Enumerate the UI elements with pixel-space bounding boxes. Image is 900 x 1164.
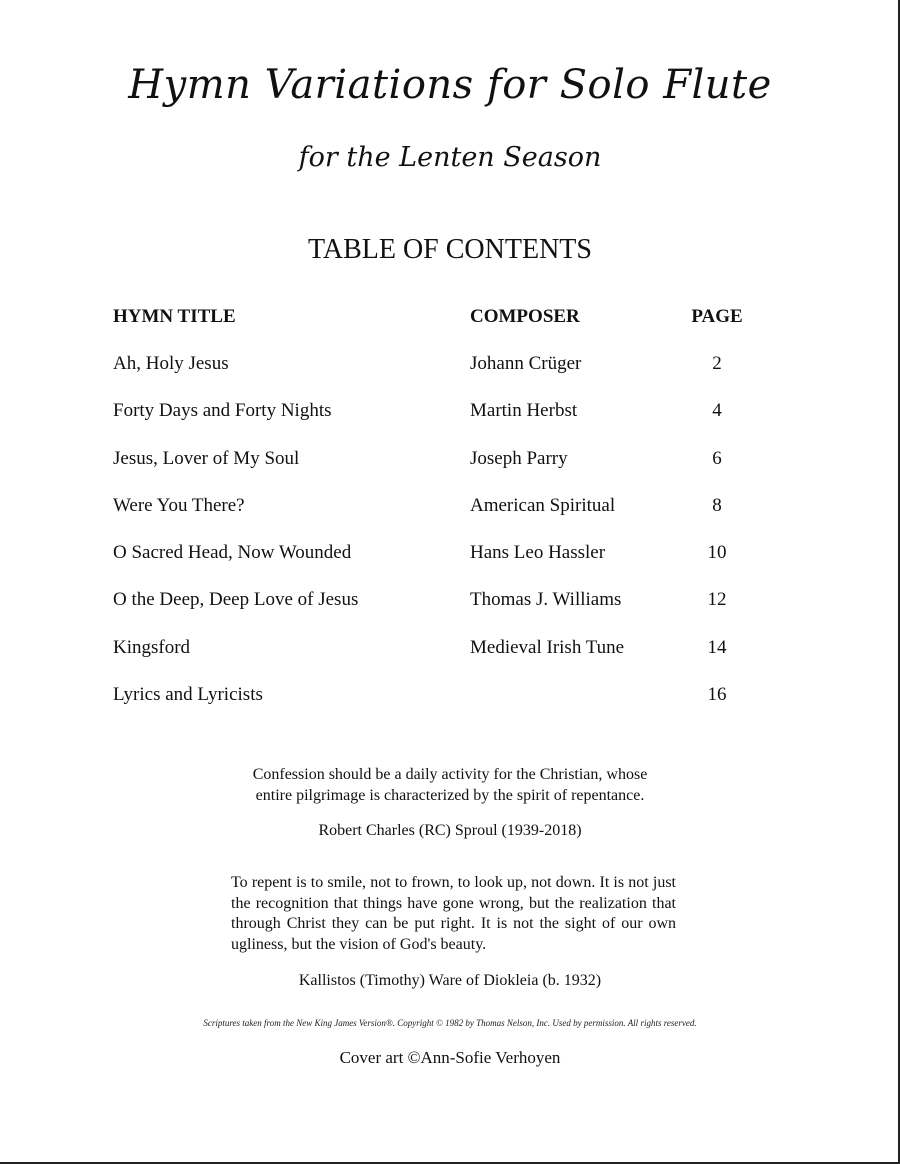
hymn-composer: Joseph Parry: [470, 447, 568, 469]
quote-line: Confession should be a daily activity for the Christian, whose: [252, 766, 648, 783]
ware-quote: To repent is to smile, not to frown, to look up, not down. It is not just the recognition that things have gone wrong, but the realization that through Christ they can be put right. It is not the sight of our own ugliness, but the vision of God's beauty.: [231, 874, 676, 953]
hymn-title: Kingsford: [113, 636, 191, 658]
quote-line: entire pilgrimage is characterized by the spirit of repentance.: [255, 787, 645, 804]
hymn-composer: Martin Herbst: [470, 400, 578, 422]
table-row: [0, 448, 900, 495]
document-subtitle: for the Lenten Season: [298, 142, 602, 173]
table-row: [0, 684, 900, 731]
hymn-composer: American Spiritual: [470, 494, 616, 516]
cover-art-credit: Cover art ©Ann-Sofie Verhoyen: [339, 1048, 561, 1067]
header-hymn-title: HYMN TITLE: [113, 306, 236, 327]
hymn-page: 6: [712, 447, 722, 469]
sproul-quote: [0, 764, 900, 806]
hymn-composer: Hans Leo Hassler: [470, 542, 606, 564]
hymn-composer: Medieval Irish Tune: [470, 636, 625, 658]
ware-attribution: Kallistos (Timothy) Ware of Diokleia (b. 1932): [298, 972, 602, 989]
table-row: [0, 400, 900, 447]
header-composer: COMPOSER: [470, 306, 580, 327]
scripture-notice: Scriptures taken from the New King James Version®. Copyright © 1982 by Thomas Nelson, Inc. Used by permission. All rights reserved.: [203, 1018, 697, 1028]
hymn-title: Forty Days and Forty Nights: [113, 400, 332, 422]
header-page: PAGE: [691, 306, 743, 327]
hymn-title: Jesus, Lover of My Soul: [113, 447, 300, 469]
toc-heading: TABLE OF CONTENTS: [308, 234, 592, 265]
hymn-composer: Thomas J. Williams: [470, 589, 622, 611]
hymn-title: Ah, Holy Jesus: [113, 353, 229, 374]
hymn-page: 2: [712, 353, 722, 374]
hymn-title: Lyrics and Lyricists: [113, 684, 263, 706]
hymn-composer: Johann Crüger: [470, 353, 582, 374]
table-row: [0, 542, 900, 589]
hymn-page: 16: [707, 684, 727, 706]
hymn-page: 8: [712, 494, 722, 516]
table-row: [0, 637, 900, 684]
sproul-attribution: Robert Charles (RC) Sproul (1939-2018): [318, 822, 582, 839]
table-of-contents: [0, 306, 900, 731]
hymn-title: Were You There?: [113, 494, 245, 516]
hymn-page: 14: [707, 636, 727, 658]
hymn-page: 12: [707, 589, 727, 611]
document-title: Hymn Variations for Solo Flute: [128, 62, 772, 108]
hymn-page: 10: [707, 542, 727, 564]
hymn-title: O the Deep, Deep Love of Jesus: [113, 589, 359, 611]
table-row: [0, 589, 900, 636]
hymn-title: O Sacred Head, Now Wounded: [113, 542, 352, 564]
toc-header-row: [0, 306, 900, 353]
table-row: [0, 353, 900, 400]
hymn-page: 4: [712, 400, 722, 422]
table-row: [0, 495, 900, 542]
